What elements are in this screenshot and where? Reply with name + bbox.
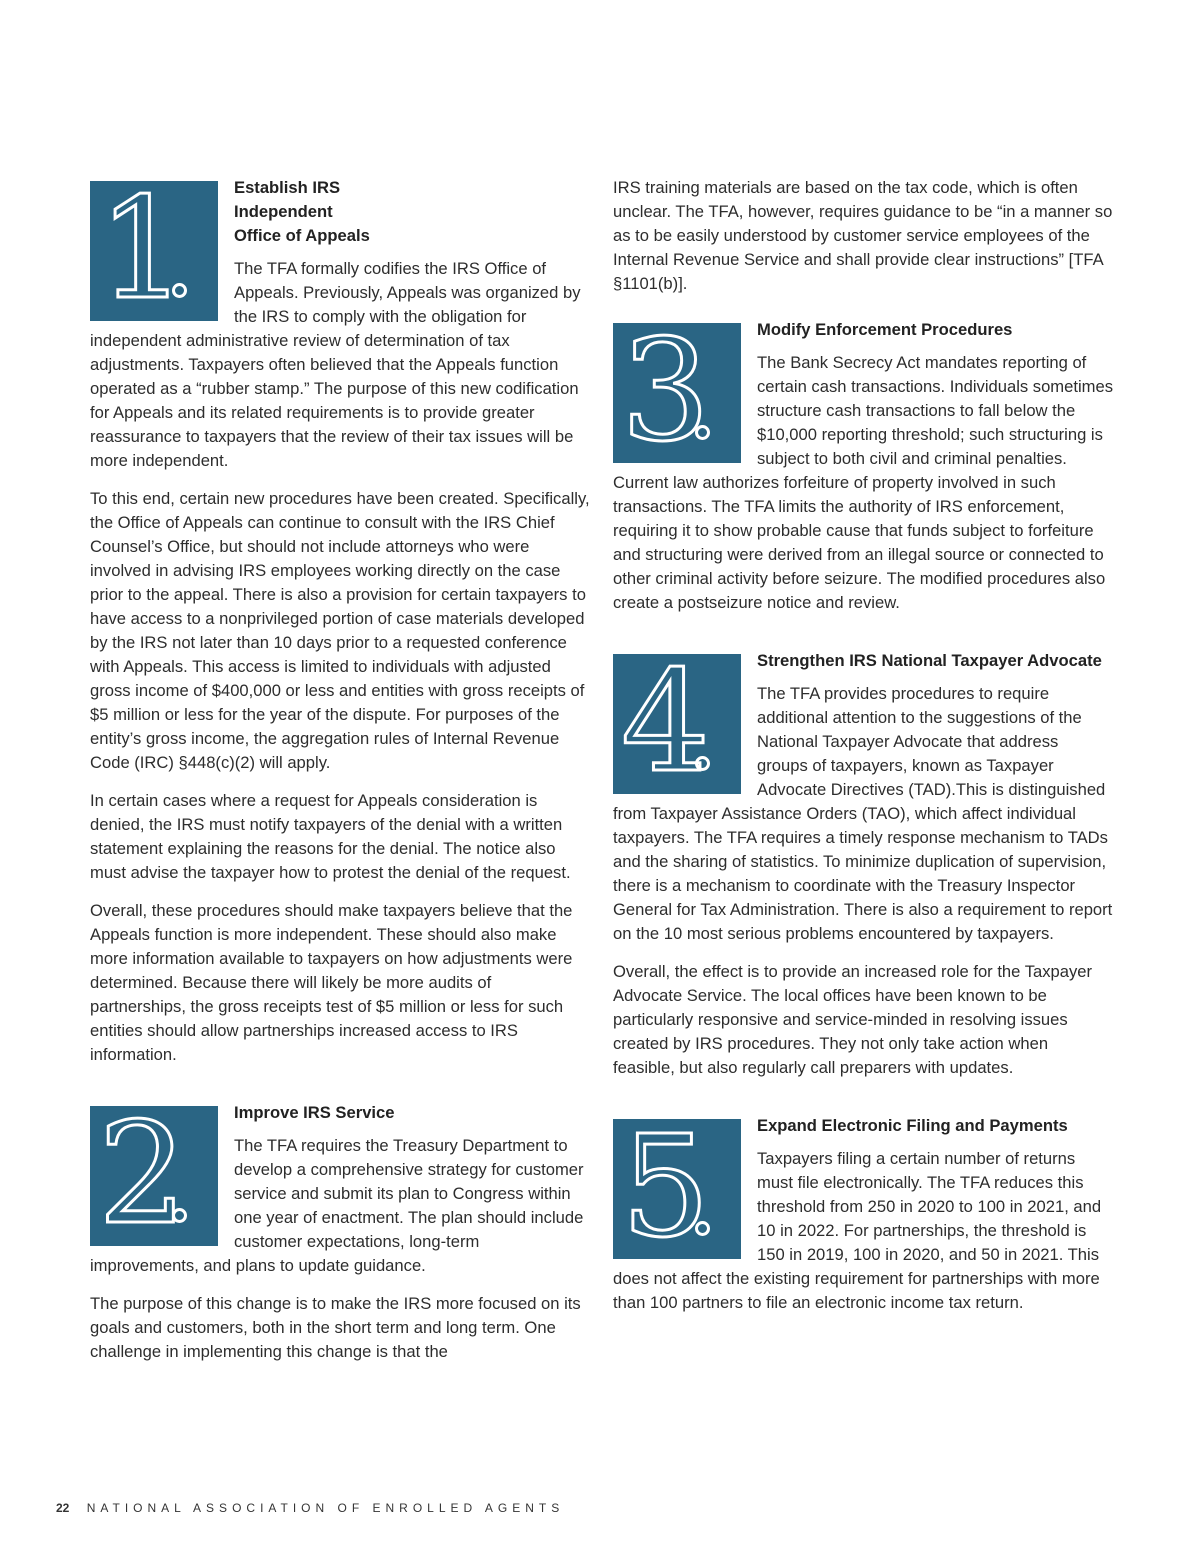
section-2 bbox=[90, 1101, 590, 1378]
section-number-box bbox=[613, 654, 741, 794]
section-paragraph: The purpose of this change is to make the IRS more focused on its goals and customers, both in the short term and long term. One challenge in implementing this change is that the bbox=[90, 1294, 581, 1361]
section-number-box bbox=[613, 323, 741, 463]
section-number: 4 bbox=[621, 654, 711, 794]
section-paragraph: Overall, the effect is to provide an increased role for the Taxpayer Advocate Service. The local offices have been known to be particularly responsive and service-minded in resolving issues created by IRS procedures. They not only take action when feasible, but also regularly call preparers with updates. bbox=[613, 962, 1093, 1077]
number-dot-ornament bbox=[695, 1221, 710, 1236]
section-1 bbox=[90, 176, 590, 1081]
section-paragraph: The TFA requires the Treasury Department to develop a comprehensive strategy for customer service and submit its plan to Congress within one year of enactment. The plan should include customer expectations, long-term improvements, and plans to update guidance. bbox=[90, 1136, 584, 1275]
section-number-box bbox=[613, 1119, 741, 1259]
section-number: 1 bbox=[98, 181, 188, 321]
number-dot-ornament bbox=[695, 425, 710, 440]
section-paragraph: The Bank Secrecy Act mandates reporting of certain cash transactions. Individuals sometimes structure cash transactions to fall below the $10,000 reporting threshold; such structuring is subject to both civil and criminal penalties. Current law authorizes forfeiture of property involved in such transactions. The TFA limits the authority of IRS enforcement, requiring it to show probable cause that funds subject to forfeiture and structuring were derived from an illegal source or connected to other criminal activity before seizure. The modified procedures also create a postseizure notice and review. bbox=[613, 353, 1114, 612]
section-number: 2 bbox=[98, 1106, 188, 1246]
section-paragraph: To this end, certain new procedures have been created. Specifically, the Office of Appeals can continue to consult with the IRS Chief Counsel’s Office, but should not include attorneys who were involved in advising IRS employees working directly on the case prior to the appeal. There is also a provision for certain taxpayers to have access to a nonprivileged portion of case materials developed by the IRS not later than 10 days prior to a requested conference with Appeals. This access is limited to individuals with adjusted gross income of $400,000 or less and entities with gross receipts of $5 million or less for the year of the dispute. For purposes of the entity’s gross income, the aggregation rules of Internal Revenue Code (IRC) §448(c)(2) will apply. bbox=[90, 489, 590, 772]
continued-paragraph: IRS training materials are based on the tax code, which is often unclear. The TFA, however, requires guidance to be “in a manner so as to be easily understood by customer service employees of the Internal Revenue Service and shall provide clear instructions” [TFA §1101(b)]. bbox=[613, 178, 1113, 293]
section-title: Strengthen IRS National Taxpayer Advocate bbox=[757, 651, 1102, 670]
number-dot-ornament bbox=[172, 283, 187, 298]
section-number: 3 bbox=[621, 323, 711, 463]
section-paragraph: The TFA formally codifies the IRS Office of Appeals. Previously, Appeals was organized by the IRS to comply with the obligation for independent administrative review of determination of tax adjustments. Taxpayers often believed that the Appeals function operated as a “rubber stamp.” The purpose of this new codification for Appeals and its related requirements is to provide greater reassurance to taxpayers that the review of their tax issues will be more independent. bbox=[90, 259, 581, 470]
section-title: Improve IRS Service bbox=[234, 1103, 395, 1122]
section-paragraph: Overall, these procedures should make taxpayers believe that the Appeals function is more independent. These should also make more information available to taxpayers on how adjustments were determined. Because there will likely be more audits of partnerships, the gross receipts test of $5 million or less for such entities should allow partnerships increased access to IRS information. bbox=[90, 901, 573, 1064]
section-3 bbox=[613, 318, 1113, 629]
section-paragraph: Taxpayers filing a certain number of returns must file electronically. The TFA reduces this threshold from 250 in 2020 to 100 in 2021, and 10 in 2022. For partnerships, the threshold is 150 in 2019, 100 in 2020, and 50 in 2021. This does not affect the existing requirement for partnerships with more than 100 partners to file an electronic income tax return. bbox=[613, 1149, 1102, 1312]
page-footer bbox=[56, 1501, 564, 1515]
section-paragraph: In certain cases where a request for Appeals consideration is denied, the IRS must notify taxpayers of the denial with a written statement explaining the reasons for the denial. The notice also must advise the taxpayer how to protest the denial of the request. bbox=[90, 791, 571, 882]
number-dot-ornament bbox=[172, 1208, 187, 1223]
section-title: Establish IRS Independent Office of Appeals bbox=[234, 178, 370, 245]
section-paragraph: The TFA provides procedures to require additional attention to the suggestions of the National Taxpayer Advocate that address groups of taxpayers, known as Taxpayer Advocate Directives (TAD).This is distinguished from Taxpayer Assistance Orders (TAO), which affect individual taxpayers. The TFA requires a timely response mechanism to TADs and the sharing of statistics. To minimize duplication of supervision, there is a mechanism to coordinate with the Treasury Inspector General for Tax Administration. There is also a requirement to report on the 10 most serious problems encountered by taxpayers. bbox=[613, 684, 1113, 943]
section-number: 5 bbox=[621, 1119, 711, 1259]
number-dot-ornament bbox=[695, 756, 710, 771]
right-column bbox=[613, 176, 1113, 1349]
section-number-box bbox=[90, 181, 218, 321]
section-4 bbox=[613, 649, 1113, 1094]
footer-organization: NATIONAL ASSOCIATION OF ENROLLED AGENTS bbox=[86, 1501, 565, 1515]
section-title: Expand Electronic Filing and Payments bbox=[757, 1116, 1068, 1135]
left-column bbox=[90, 176, 590, 1398]
section-number-box bbox=[90, 1106, 218, 1246]
page-number: 22 bbox=[56, 1501, 70, 1515]
section-5 bbox=[613, 1114, 1113, 1329]
section-title: Modify Enforcement Procedures bbox=[757, 320, 1013, 339]
